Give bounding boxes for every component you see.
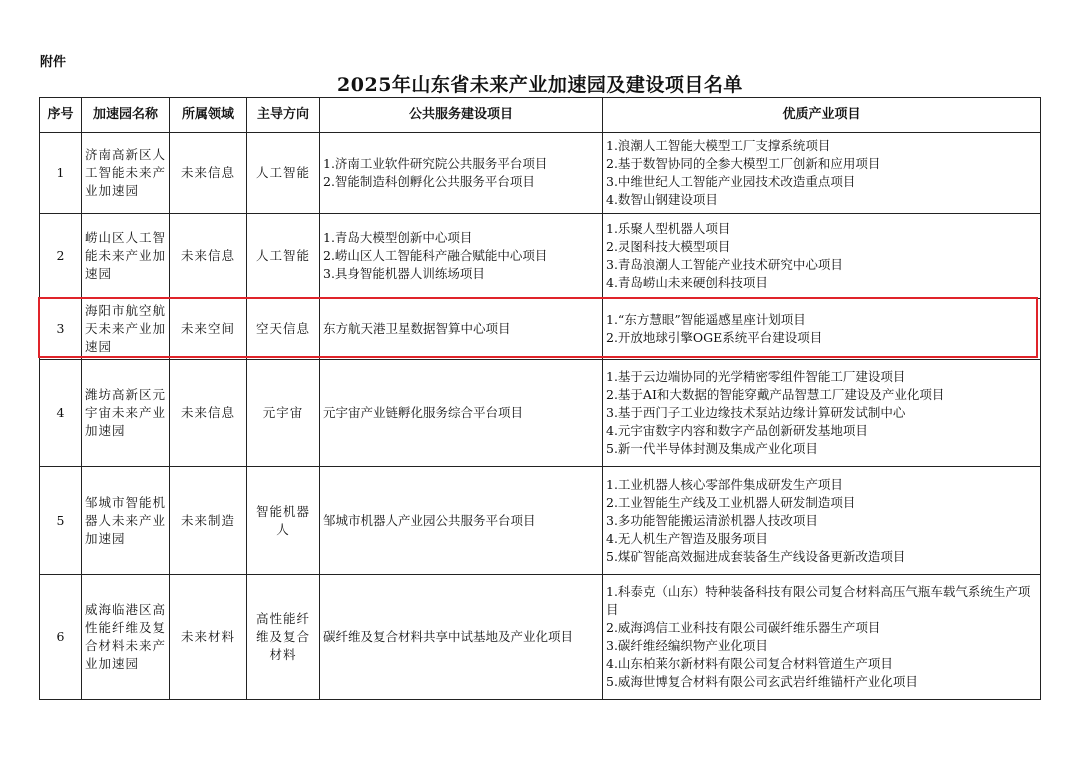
header-index: 序号 bbox=[40, 98, 82, 133]
row-index: 2 bbox=[40, 214, 82, 299]
public-project-item: 碳纤维及复合材料共享中试基地及产业化项目 bbox=[323, 629, 574, 644]
table-row bbox=[40, 299, 1041, 360]
park-name: 海阳市航空航天未来产业加速园 bbox=[82, 299, 170, 360]
table-row bbox=[40, 467, 1041, 575]
industry-projects-cell bbox=[603, 360, 1041, 467]
public-project-item: 元宇宙产业链孵化服务综合平台项目 bbox=[323, 405, 524, 420]
direction-cell: 人工智能 bbox=[247, 133, 320, 214]
industry-project-item: 4.数智山钢建设项目 bbox=[606, 192, 718, 207]
public-project-item: 2.崂山区人工智能科产融合赋能中心项目 bbox=[323, 248, 548, 263]
industry-project-item: 2.灵图科技大模型项目 bbox=[606, 239, 731, 254]
industry-projects-cell bbox=[603, 214, 1041, 299]
header-industry-projects: 优质产业项目 bbox=[603, 98, 1041, 133]
industry-project-item: 5.煤矿智能高效掘进成套装备生产线设备更新改造项目 bbox=[606, 548, 906, 564]
public-project-item: 2.智能制造科创孵化公共服务平台项目 bbox=[323, 174, 535, 189]
industry-project-item: 5.威海世博复合材料有限公司玄武岩纤维锚杆产业化项目 bbox=[606, 674, 918, 689]
industry-project-item: 1.工业机器人核心零部件集成研发生产项目 bbox=[606, 476, 843, 492]
row-index: 4 bbox=[40, 360, 82, 467]
field-cell: 未来空间 bbox=[170, 299, 247, 360]
industry-project-item: 1.浪潮人工智能大模型工厂支撑系统项目 bbox=[606, 138, 831, 153]
industry-project-item: 2.威海鸿信工业科技有限公司碳纤维乐器生产项目 bbox=[606, 620, 881, 635]
industry-project-item: 1.“东方慧眼”智能遥感星座计划项目 bbox=[606, 312, 806, 327]
park-name: 济南高新区人工智能未来产业加速园 bbox=[82, 133, 170, 214]
header-park-name: 加速园名称 bbox=[82, 98, 170, 133]
table-row bbox=[40, 360, 1041, 467]
industry-project-item: 2.基于AI和大数据的智能穿戴产品智慧工厂建设及产业化项目 bbox=[606, 387, 945, 402]
row-index: 3 bbox=[40, 299, 82, 360]
park-name: 崂山区人工智能未来产业加速园 bbox=[82, 214, 170, 299]
industry-projects-cell bbox=[603, 575, 1041, 700]
row-index: 1 bbox=[40, 133, 82, 214]
public-project-item: 3.具身智能机器人训练场项目 bbox=[323, 266, 485, 281]
industry-project-item: 3.中维世纪人工智能产业园技术改造重点项目 bbox=[606, 174, 856, 189]
table-row bbox=[40, 133, 1041, 214]
industry-project-item: 3.基于西门子工业边缘技术泵站边缘计算研发试制中心 bbox=[606, 405, 906, 420]
public-projects-cell bbox=[320, 299, 603, 360]
field-cell: 未来信息 bbox=[170, 214, 247, 299]
header-field: 所属领域 bbox=[170, 98, 247, 133]
industry-project-item: 4.元宇宙数字内容和数字产品创新研发基地项目 bbox=[606, 423, 868, 438]
park-name: 潍坊高新区元宇宙未来产业加速园 bbox=[82, 360, 170, 467]
industry-projects-cell bbox=[603, 133, 1041, 214]
field-cell: 未来制造 bbox=[170, 467, 247, 575]
industry-project-item: 3.青岛浪潮人工智能产业技术研究中心项目 bbox=[606, 257, 843, 272]
public-project-item: 邹城市机器人产业园公共服务平台项目 bbox=[323, 512, 536, 528]
public-projects-cell bbox=[320, 133, 603, 214]
public-projects-cell bbox=[320, 467, 603, 575]
table-row bbox=[40, 214, 1041, 299]
header-public-service-projects: 公共服务建设项目 bbox=[320, 98, 603, 133]
row-index: 5 bbox=[40, 467, 82, 575]
industry-project-item: 4.山东柏莱尔新材料有限公司复合材料管道生产项目 bbox=[606, 656, 893, 671]
industry-project-item: 5.新一代半导体封测及集成产业化项目 bbox=[606, 441, 818, 456]
industry-project-item: 1.基于云边端协同的光学精密零组件智能工厂建设项目 bbox=[606, 369, 906, 384]
park-name: 邹城市智能机器人未来产业加速园 bbox=[82, 467, 170, 575]
industry-project-item: 3.碳纤维经编织物产业化项目 bbox=[606, 638, 768, 653]
public-projects-cell bbox=[320, 360, 603, 467]
table-row bbox=[40, 575, 1041, 700]
direction-cell: 高性能纤维及复合材料 bbox=[247, 575, 320, 700]
industry-project-item: 1.科泰克（山东）特种装备科技有限公司复合材料高压气瓶车载气系统生产项目 bbox=[606, 584, 1031, 617]
industry-projects-cell bbox=[603, 467, 1041, 575]
document-title: 2025年山东省未来产业加速园及建设项目名单 bbox=[337, 74, 743, 96]
public-projects-cell bbox=[320, 214, 603, 299]
industry-project-item: 4.青岛崂山未来硬创科技项目 bbox=[606, 275, 768, 290]
industry-project-item: 2.工业智能生产线及工业机器人研发制造项目 bbox=[606, 494, 856, 510]
field-cell: 未来信息 bbox=[170, 133, 247, 214]
attachment-label: 附件 bbox=[40, 55, 67, 70]
direction-cell: 元宇宙 bbox=[247, 360, 320, 467]
direction-cell: 空天信息 bbox=[247, 299, 320, 360]
header-direction: 主导方向 bbox=[247, 98, 320, 133]
park-name: 威海临港区高性能纤维及复合材料未来产业加速园 bbox=[82, 575, 170, 700]
table-header-row bbox=[40, 98, 1041, 133]
project-list-table bbox=[39, 97, 1041, 700]
field-cell: 未来信息 bbox=[170, 360, 247, 467]
industry-project-item: 3.多功能智能搬运清淤机器人技改项目 bbox=[606, 512, 818, 528]
direction-cell: 人工智能 bbox=[247, 214, 320, 299]
industry-project-item: 1.乐聚人型机器人项目 bbox=[606, 221, 731, 236]
public-project-item: 1.青岛大模型创新中心项目 bbox=[323, 230, 473, 245]
row-index: 6 bbox=[40, 575, 82, 700]
industry-project-item: 2.开放地球引擎OGE系统平台建设项目 bbox=[606, 330, 823, 345]
industry-project-item: 2.基于数智协同的全参大模型工厂创新和应用项目 bbox=[606, 156, 881, 171]
field-cell: 未来材料 bbox=[170, 575, 247, 700]
public-project-item: 1.济南工业软件研究院公共服务平台项目 bbox=[323, 156, 548, 171]
industry-project-item: 4.无人机生产智造及服务项目 bbox=[606, 530, 768, 546]
public-projects-cell bbox=[320, 575, 603, 700]
industry-projects-cell bbox=[603, 299, 1041, 360]
public-project-item: 东方航天港卫星数据智算中心项目 bbox=[323, 321, 511, 336]
direction-cell: 智能机器人 bbox=[247, 467, 320, 575]
